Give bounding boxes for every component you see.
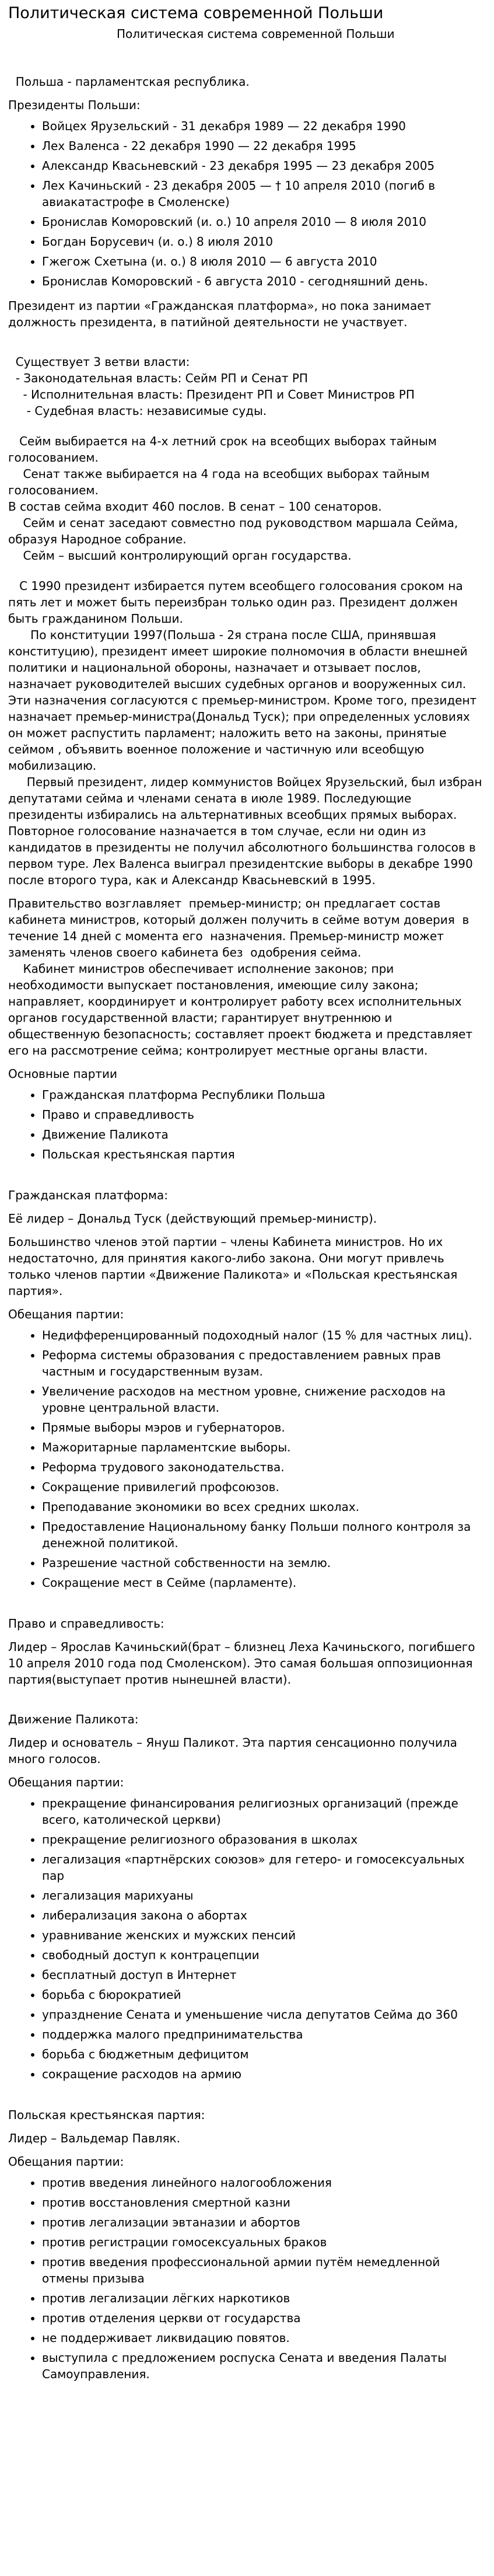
presidents-heading: Президенты Польши:	[8, 98, 141, 112]
list-item: • Прямые выборы мэров и губернаторов.	[42, 1419, 486, 1436]
psl-promises-heading: Обещания партии:	[8, 2155, 124, 2169]
list-item: • против легализации лёгких наркотиков	[42, 2290, 486, 2306]
psl-heading: Польская крестьянская партия:	[8, 2108, 205, 2122]
list-item: • прекращение финансирования религиозных организаций (прежде всего, католической церкви)	[42, 1795, 486, 1828]
list-item: • Польская крестьянская партия	[42, 1146, 486, 1163]
list-item: • борьба с бюрократией	[42, 1987, 486, 2003]
list-item: • упразднение Сената и уменьшение числа депутатов Сейма до 360	[42, 2006, 486, 2023]
list-item: • Преподавание экономики во всех средних школах.	[42, 1499, 486, 1515]
list-item: • Александр Квасьневский - 23 декабря 1995 — 23 декабря 2005	[42, 158, 486, 174]
intro-text: Польша - парламентская республика.	[8, 75, 250, 89]
list-item: • Мажоритарные парламентские выборы.	[42, 1439, 486, 1455]
po-promises-list	[8, 1327, 486, 1591]
presidents-list	[8, 118, 486, 289]
list-item: • Увеличение расходов на местном уровне, снижение расходов на уровне центральной власти.	[42, 1383, 486, 1416]
list-item: • Гражданская платформа Республики Польша	[42, 1087, 486, 1103]
list-item: • уравнивание женских и мужских пенсий	[42, 1927, 486, 1943]
palikot-leader: Лидер и основатель – Януш Паликот. Эта партия сенсационно получила много голосов.	[8, 1736, 457, 1766]
list-item: • против легализации эвтаназии и абортов	[42, 2214, 486, 2231]
psl-promises-list	[8, 2174, 486, 2382]
list-item: • против введения линейного налогообложения	[42, 2174, 486, 2191]
palikot-promises-heading: Обещания партии:	[8, 1775, 124, 1789]
government-text: Правительство возглавляет премьер-министр; он предлагает состав кабинета министров, который должен получить в сейме вотум доверия в течение 14 дней с момента его назначения. Премьер-министр может заменять членов своего кабинета без одобрения сейма. Кабинет министров обеспечивает исполнение законов; при необходимости выпускает постановления, имеющие силу закона; направляет, координирует и контролирует работу всех исполнительных органов государственной власти; гарантирует внутреннюю и общественную безопасность; составляет проект бюджета и представляет его на рассмотрение сейма; контролирует местные органы власти.	[8, 896, 473, 1057]
list-item: • Реформа системы образования с предоставлением равных прав частным и государственным вузам.	[42, 1347, 486, 1380]
list-item: • свободный доступ к контрацепции	[42, 1947, 486, 1963]
list-item: • против введения профессиональной армии путём немедленной отмены призыва	[42, 2254, 486, 2287]
list-item: • Бронислав Коморовский (и. о.) 10 апреля 2010 — 8 июля 2010	[42, 214, 486, 230]
parties-list	[8, 1087, 486, 1163]
list-item: • Право и справедливость	[42, 1107, 486, 1123]
president-party-text: Президент из партии «Гражданская платформа», но пока занимает должность президента, в патийной деятельности не участвует.	[8, 299, 432, 329]
list-item: • бесплатный доступ в Интернет	[42, 1967, 486, 1983]
pis-heading: Право и справедливость:	[8, 1617, 164, 1631]
page-subtitle: Политическая система современной Польши	[117, 27, 395, 41]
list-item: • выступила с предложением роспуска Сената и введения Палаты Самоуправления.	[42, 2350, 486, 2382]
list-item: • Лех Качиньский - 23 декабря 2005 — † 10 апреля 2010 (погиб в авиакатастрофе в Смоленске)	[42, 177, 486, 210]
list-item: • против отделения церкви от государства	[42, 2310, 486, 2326]
list-item: • Сокращение привилегий профсоюзов.	[42, 1479, 486, 1495]
po-heading: Гражданская платформа:	[8, 1188, 168, 1202]
palikot-promises-list	[8, 1795, 486, 2082]
list-item: • Движение Паликота	[42, 1126, 486, 1143]
po-leader: Её лидер – Дональд Туск (действующий премьер-министр).	[8, 1212, 377, 1226]
palikot-heading: Движение Паликота:	[8, 1712, 139, 1726]
list-item: • либерализация закона о абортах	[42, 1907, 486, 1924]
list-item: • Предоставление Национальному банку Польши полного контроля за денежной политикой.	[42, 1519, 486, 1551]
list-item: • Бронислав Коморовский - 6 августа 2010 - сегодняшний день.	[42, 273, 486, 289]
list-item: • Войцех Ярузельский - 31 декабря 1989 — 22 декабря 1990	[42, 118, 486, 134]
parliament-text: Сейм выбирается на 4-х летний срок на всеобщих выборах тайным голосованием. Сенат также выбирается на 4 года на всеобщих выборах тайным голосованием. В состав сейма входит 460 послов. В сенат – 100 сенаторов. Сейм и сенат заседают совместно под руководством маршала Сейма, образуя Народное собрание. Сейм – высший контролирующий орган государства.	[8, 434, 458, 563]
list-item: • Недифференцированный подоходный налог (15 % для частных лиц).	[42, 1327, 486, 1343]
list-item: • Сокращение мест в Сейме (парламенте).	[42, 1575, 486, 1591]
parties-heading: Основные партии	[8, 1067, 118, 1081]
list-item: • Разрешение частной собственности на землю.	[42, 1555, 486, 1571]
list-item: • против восстановления смертной казни	[42, 2194, 486, 2211]
list-item: • Лех Валенса - 22 декабря 1990 — 22 декабря 1995	[42, 138, 486, 154]
list-item: • Реформа трудового законодательства.	[42, 1459, 486, 1475]
list-item: • Богдан Борусевич (и. о.) 8 июля 2010	[42, 233, 486, 250]
president-role-text: С 1990 президент избирается путем всеобщего голосования сроком на пять лет и может быть переизбран только один раз. Президент должен быть гражданином Польши. По конституции 1997(Польша - 2я страна после США, принявшая конституцию), президент имеет широкие полномочия в области внешней политики и национальной обороны, назначает и отзывает послов, назначает руководителей высших судебных органов и вооруженных сил. Эти назначения согласуются с премьер-министром. Кроме того, президент назначает премьер-министра(Дональд Туск); при определенных условиях он может распустить парламент; наложить вето на законы, принятые сеймом , объявить военное положение и частичную или всеобщую мобилизацию. Первый президент, лидер коммунистов Войцех Ярузельский, был избран депутатами сейма и членами сената в июле 1989. Последующие президенты избирались на альтернативных всеобщих прямых выборах. Повторное голосование назначается в том случае, если ни один из кандидатов в президенты не получил абсолютного большинства голосов в первом туре. Лех Валенса выиграл президентские выборы в декабре 1990 после второго тура, как и Александр Квасьневский в 1995.	[8, 579, 482, 887]
list-item: • легализация «партнёрских союзов» для гетеро- и гомосексуальных пар	[42, 1851, 486, 1884]
pis-leader: Лидер – Ярослав Качиньский(брат – близнец Леха Качиньского, погибшего 10 апреля 2010 года под Смоленском). Это самая большая оппозиционная партия(выступает против нынешней власти).	[8, 1640, 475, 1687]
po-promises-heading: Обещания партии:	[8, 1307, 124, 1321]
list-item: • прекращение религиозного образования в школах	[42, 1831, 486, 1848]
po-majority: Большинство членов этой партии – члены Кабинета министров. Но их недостаточно, для принятия какого-либо закона. Они могут привлечь только членов партии «Движение Паликота» и «Польская крестьянская партия».	[8, 1235, 458, 1298]
page-title: Политическая система современной Польши	[8, 4, 384, 22]
list-item: • борьба с бюджетным дефицитом	[42, 2046, 486, 2062]
list-item: • против регистрации гомосексуальных браков	[42, 2234, 486, 2250]
list-item: • поддержка малого предпринимательства	[42, 2026, 486, 2043]
psl-leader: Лидер – Вальдемар Павляк.	[8, 2131, 180, 2145]
branches-text: Существует 3 ветви власти: - Законодательная власть: Сейм РП и Сенат РП - Исполнительная власть: Президент РП и Совет Министров РП - Судебная власть: независимые суды.	[15, 355, 415, 418]
list-item: • Гжегож Схетына (и. о.) 8 июля 2010 — 6 августа 2010	[42, 253, 486, 270]
list-item: • легализация марихуаны	[42, 1887, 486, 1904]
list-item: • сокращение расходов на армию	[42, 2066, 486, 2082]
list-item: • не поддерживает ликвидацию повятов.	[42, 2330, 486, 2346]
